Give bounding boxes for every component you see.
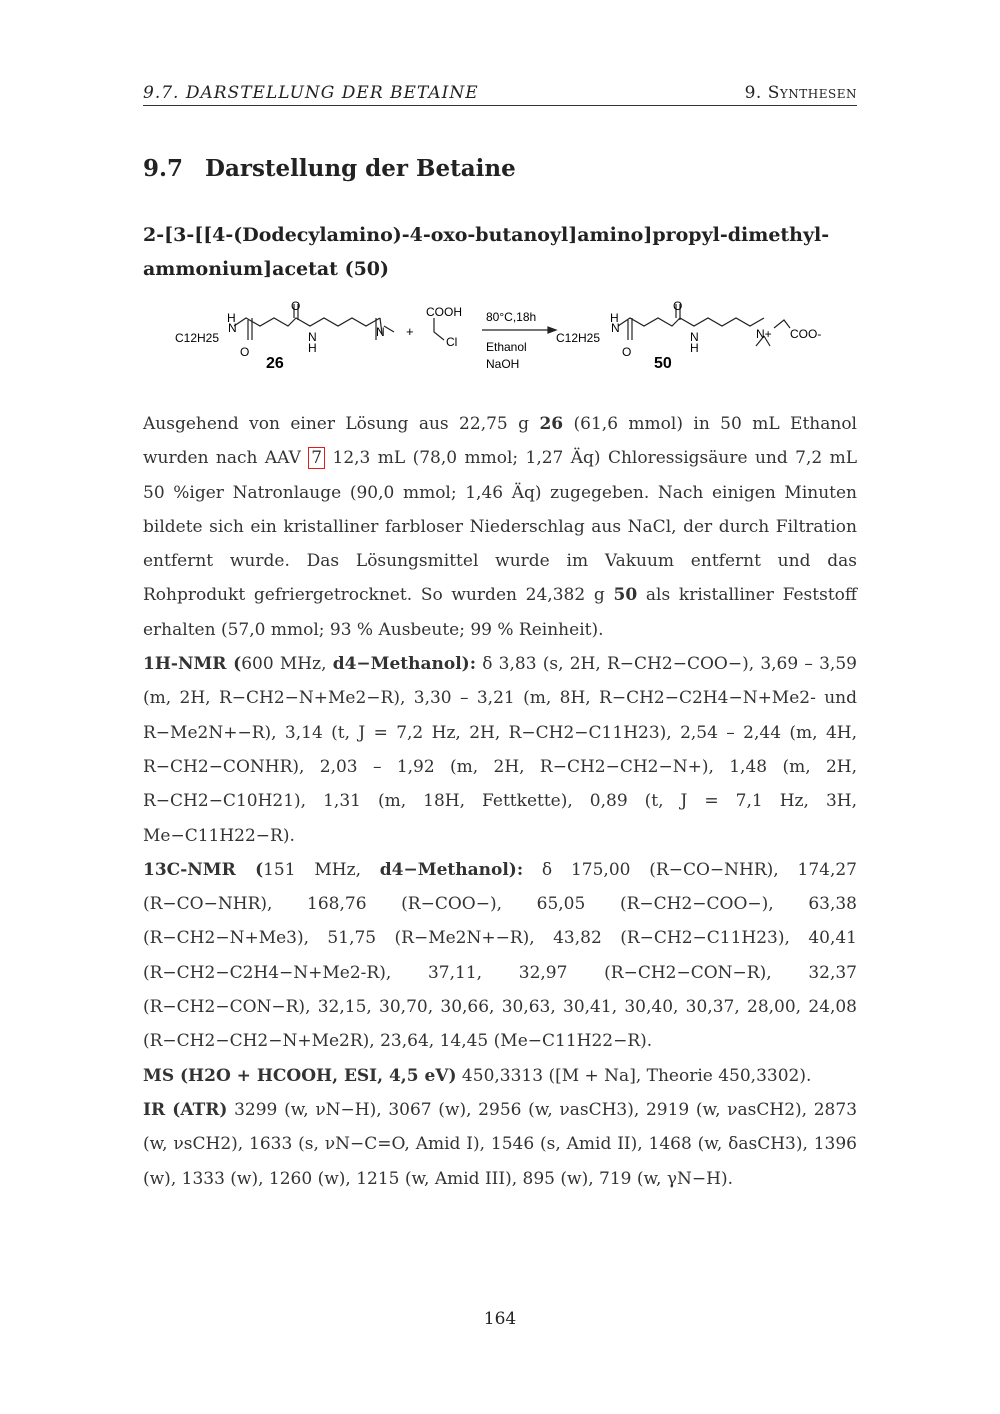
reactant-o-atom-lower: O bbox=[240, 345, 250, 359]
product-chain-label: C12H25 bbox=[556, 331, 601, 345]
reactant-h-atom: H bbox=[227, 311, 236, 325]
cnmr-frequency: 151 MHz, bbox=[263, 859, 380, 880]
header-chapter-number: 9. bbox=[744, 83, 762, 103]
compound-label-50: 50 bbox=[654, 355, 672, 372]
ir-bands: 3299 (w, νN−H), 3067 (w), 2956 (w, νasCH3), 2919 (w, νasCH2), 2873 (w, νsCH2), 1633 (s, νN−C=O, Amid I), 1546 (s, Amid II), 1468 (w, δasCH3), 1396 (w), 1333 (w), 1260 (w), 1215 (w, Amid III), 895 (w), 719 (w, γN−H). bbox=[143, 1099, 858, 1189]
product-o-atom-lower: O bbox=[622, 345, 632, 359]
ms-values: 450,3313 ([M + Na], Theorie 450,3302). bbox=[456, 1065, 812, 1086]
compound-ref-50: 50 bbox=[613, 585, 638, 606]
reactant-amide-n-atom: N bbox=[308, 330, 317, 344]
reactant-n-atom: N bbox=[228, 321, 237, 335]
reactant-o-atom-upper: O bbox=[291, 299, 301, 313]
ms-energy: 4,5 eV) bbox=[383, 1065, 457, 1086]
compound-title-line1: 2-[3-[[4-(Dodecylamino)-4-oxo-butanoyl]amino]propyl-dimethyl- bbox=[143, 224, 830, 246]
compound-title-line2: ammonium]acetat (50) bbox=[143, 258, 389, 280]
experimental-text bbox=[143, 407, 857, 1196]
product-h-atom: H bbox=[610, 311, 619, 325]
reagent-cooh: COOH bbox=[426, 305, 462, 319]
cnmr-label: 13C-NMR ( bbox=[143, 859, 264, 880]
procedure-text-2: (61,6 mmol) in 50 mL Ethanol wurden nach AAV bbox=[143, 414, 857, 469]
product-n-atom: N bbox=[611, 321, 620, 335]
ms-label: MS (H2O + HCOOH, ESI, bbox=[143, 1065, 384, 1086]
ir-data bbox=[143, 1093, 857, 1196]
section-title: Darstellung der Betaine bbox=[205, 155, 516, 182]
hnmr-shifts: δ 3,83 (s, 2H, R−CH2−COO−), 3,69 – 3,59 (m, 2H, R−CH2−N+Me2−R), 3,30 – 3,21 (m, 8H, R−CH2−C2H4−N+Me2- und R−Me2N+−R), 3,14 (t, J = 7,2 Hz, 2H, R−CH2−C11H23), 2,54 – 2,44 (m, 4H, R−CH2−CONHR), 2,03 – 1,92 (m, 2H, R−CH2−CH2−N+), 1,48 (m, 2H, R−CH2−C10H21), 1,31 (m, 18H, Fettkette), 0,89 (t, J = 7,1 Hz, 3H, Me−C11H22−R). bbox=[143, 654, 857, 846]
conditions-temp-time: 80°C,18h bbox=[486, 310, 537, 324]
chloroacetic-acid-bonds bbox=[434, 318, 444, 340]
hnmr-solvent: d4−Methanol): bbox=[332, 654, 476, 675]
conditions-base: NaOH bbox=[486, 357, 520, 371]
header-chapter-title: Synthesen bbox=[767, 83, 857, 103]
product-amide-h-atom: H bbox=[690, 341, 699, 355]
procedure-text-1: Ausgehend von einer Lösung aus 22,75 g bbox=[143, 414, 540, 434]
cnmr-solvent: d4−Methanol): bbox=[379, 859, 524, 880]
reaction-scheme bbox=[170, 298, 860, 378]
procedure-paragraph bbox=[143, 407, 857, 647]
reactant-amine-n-atom: N bbox=[376, 325, 385, 339]
aav-reference-link[interactable]: 7 bbox=[308, 447, 325, 469]
procedure-text-3: 12,3 mL (78,0 mmol; 1,27 Äq) Chloressigsäure und 7,2 mL 50 %iger Natronlauge (90,0 mmol; 1,46 Äq) zugegeben. Nach einigen Minuten bildete sich ein kristalliner farbloser Niederschlag aus NaCl, der durch Filtration entfernt wurde. Das Lösungsmittel wurde im Vakuum entfernt und das Rohprodukt gefriergetrocknet. So wurden 24,382 g bbox=[143, 448, 857, 606]
reactant-amide-h-atom: H bbox=[308, 341, 317, 355]
product-carboxylate: COO- bbox=[790, 327, 822, 341]
cnmr-data bbox=[143, 853, 857, 1059]
ir-label: IR (ATR) bbox=[143, 1099, 228, 1120]
reaction-arrow bbox=[482, 327, 556, 333]
header-chapter bbox=[745, 83, 857, 103]
product-ammonium-n-atom: N+ bbox=[756, 327, 772, 341]
conditions-solvent: Ethanol bbox=[486, 340, 527, 354]
compound-title bbox=[143, 218, 857, 286]
procedure-text-4: als kristalliner Feststoff erhalten (57,0 mmol; 93 % Ausbeute; 99 % Reinheit). bbox=[143, 585, 857, 640]
reaction-scheme-svg bbox=[170, 298, 860, 378]
compound-label-26: 26 bbox=[266, 355, 284, 372]
page-number: 164 bbox=[483, 1309, 517, 1329]
section-heading bbox=[143, 155, 516, 182]
ms-data bbox=[143, 1059, 857, 1093]
hnmr-data bbox=[143, 647, 857, 853]
cnmr-shifts: δ 175,00 (R−CO−NHR), 174,27 (R−CO−NHR), 168,76 (R−COO−), 65,05 (R−CH2−COO−), 63,38 (R−CH2−N+Me3), 51,75 (R−Me2N+−R), 43,82 (R−CH2−C11H23), 40,41 (R−CH2−C2H4−N+Me2-R), 37,11, 32,97 (R−CH2−CON−R), 32,37 (R−CH2−CON−R), 32,15, 30,70, 30,66, 30,63, 30,41, 30,40, 30,37, 28,00, 24,08 (R−CH2−CH2−N+Me2R), 23,64, 14,45 (Me−C11H22−R). bbox=[143, 859, 857, 1052]
reagent-cl: Cl bbox=[446, 335, 458, 349]
product-o-atom-upper: O bbox=[673, 299, 683, 313]
reactant-chain-label: C12H25 bbox=[175, 331, 220, 345]
running-header bbox=[143, 83, 857, 106]
header-chapter-section: 9.7. DARSTELLUNG DER BETAINE bbox=[143, 83, 479, 103]
hnmr-label: 1H-NMR ( bbox=[143, 654, 242, 675]
plus-sign: + bbox=[406, 324, 414, 339]
compound-ref-26: 26 bbox=[539, 414, 564, 434]
section-number: 9.7 bbox=[143, 155, 184, 182]
hnmr-frequency: 600 MHz, bbox=[241, 654, 333, 675]
product-amide-n-atom: N bbox=[690, 330, 699, 344]
